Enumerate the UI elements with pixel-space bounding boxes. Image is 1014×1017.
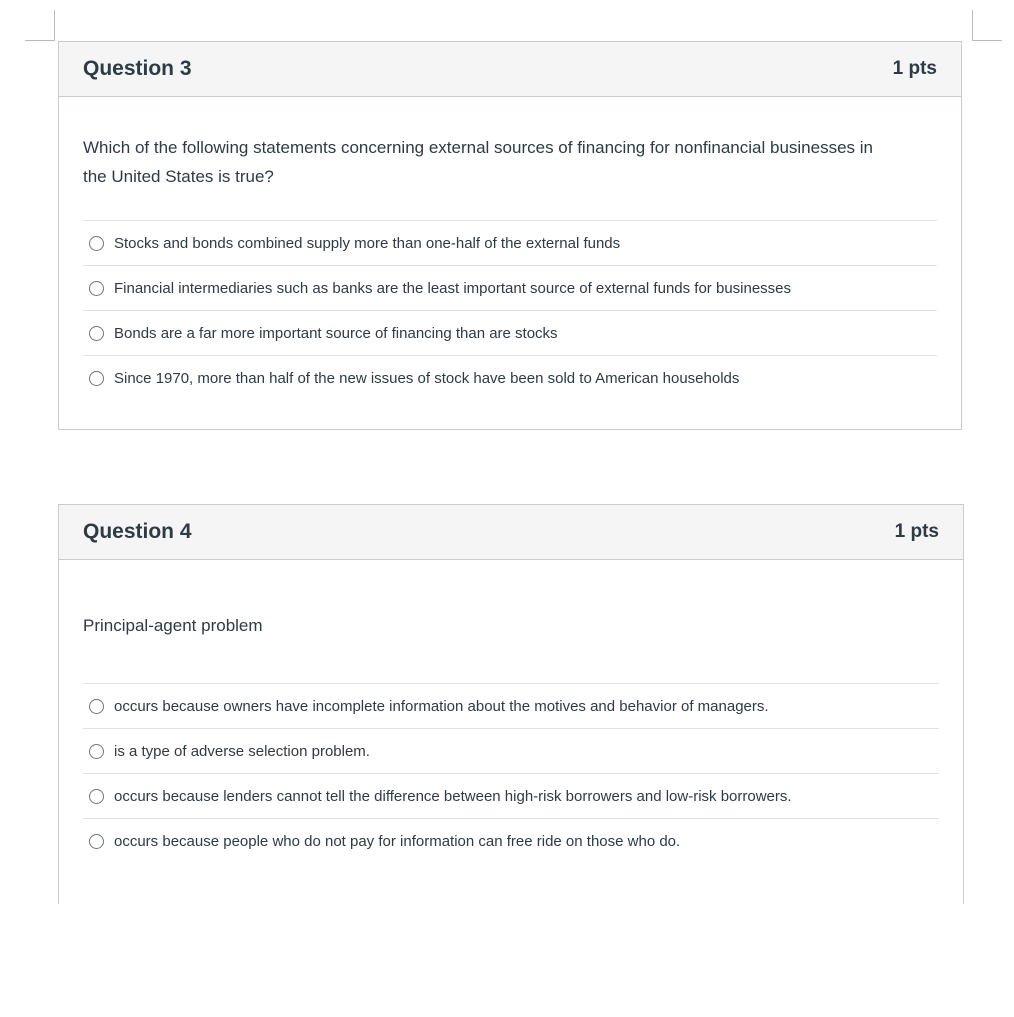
answer-option[interactable] (83, 311, 937, 356)
question-title: Question 4 (83, 520, 192, 543)
question-header (59, 505, 963, 560)
answer-label: occurs because lenders cannot tell the difference between high-risk borrowers and low-risk borrowers. (114, 787, 792, 805)
answer-label: Bonds are a far more important source of financing than are stocks (114, 324, 558, 342)
question-body (59, 611, 963, 864)
question-body (59, 133, 961, 401)
crop-mark-top-right-horizontal (972, 40, 1002, 41)
answer-label: occurs because owners have incomplete information about the motives and behavior of managers. (114, 697, 769, 715)
radio-button-icon[interactable] (89, 744, 104, 759)
question-header (59, 42, 961, 97)
radio-button-icon[interactable] (89, 326, 104, 341)
answer-list (83, 220, 937, 401)
answer-option[interactable] (83, 684, 939, 729)
answer-option[interactable] (83, 774, 939, 819)
crop-mark-top-right-vertical (972, 10, 973, 40)
answer-label: is a type of adverse selection problem. (114, 742, 370, 760)
question-text: Principal-agent problem (83, 616, 263, 635)
radio-button-icon[interactable] (89, 834, 104, 849)
answer-option[interactable] (83, 819, 939, 864)
radio-button-icon[interactable] (89, 236, 104, 251)
answer-label: Financial intermediaries such as banks are the least important source of external funds for businesses (114, 279, 792, 297)
radio-button-icon[interactable] (89, 699, 104, 714)
answer-option[interactable] (83, 221, 937, 266)
crop-mark-top-left-horizontal (25, 40, 55, 41)
answer-option[interactable] (83, 729, 939, 774)
crop-mark-top-left-vertical (54, 10, 55, 40)
answer-option[interactable] (83, 266, 937, 311)
question-points: 1 pts (892, 58, 937, 79)
question-4-card (58, 504, 964, 904)
radio-button-icon[interactable] (89, 789, 104, 804)
radio-button-icon[interactable] (89, 281, 104, 296)
radio-button-icon[interactable] (89, 371, 104, 386)
question-text: Which of the following statements concerning external sources of financing for nonfinancial businesses in the United States is true? (83, 138, 873, 186)
answer-label: Stocks and bonds combined supply more than one-half of the external funds (114, 234, 621, 252)
question-title: Question 3 (83, 57, 192, 80)
answer-list (83, 683, 939, 864)
answer-label: Since 1970, more than half of the new issues of stock have been sold to American households (114, 370, 740, 387)
answer-label: occurs because people who do not pay for information can free ride on those who do. (114, 833, 681, 850)
answer-option[interactable] (83, 356, 937, 401)
question-points: 1 pts (894, 521, 939, 542)
question-3-card (58, 41, 962, 430)
